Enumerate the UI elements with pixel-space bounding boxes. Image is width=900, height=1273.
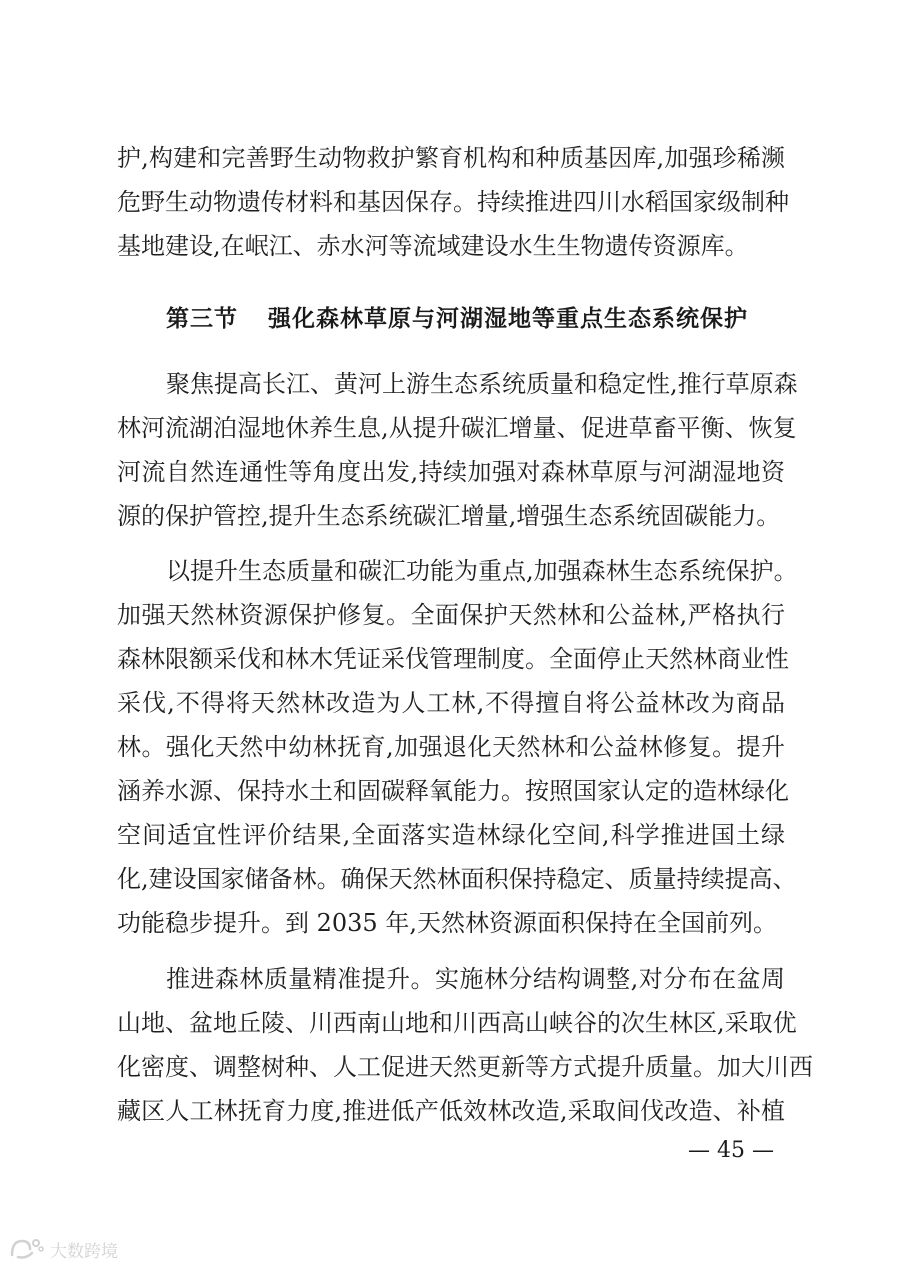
brand-logo-icon xyxy=(8,1235,44,1263)
section-title: 强化森林草原与河湖湿地等重点生态系统保护 xyxy=(268,306,748,332)
text-line: 聚焦提高长江、黄河上游生态系统质量和稳定性,推行草原森 xyxy=(166,370,798,398)
paragraph-3 xyxy=(117,957,813,1133)
text-line: 藏区人工林抚育力度,推进低产低效林改造,采取间伐改造、补植 xyxy=(117,1097,785,1125)
text-line: 以提升生态质量和碳汇功能为重点,加强森林生态系统保护。 xyxy=(166,557,798,585)
text-line: 化,建设国家储备林。确保天然林面积保持稳定、质量持续提高、 xyxy=(117,865,797,893)
text-line: 山地、盆地丘陵、川西南山地和川西高山峡谷的次生林区,采取优 xyxy=(117,1009,797,1037)
text-line: 河流自然连通性等角度出发,持续加强对森林草原与河湖湿地资 xyxy=(117,458,785,486)
text-line: 采伐,不得将天然林改造为人工林,不得擅自将公益林改为商品 xyxy=(117,689,785,717)
page-number: — 45 — xyxy=(688,1138,774,1163)
text-line: 功能稳步提升。到 2035 年,天然林资源面积保持在全国前列。 xyxy=(117,909,777,937)
watermark xyxy=(8,1232,118,1266)
section-heading xyxy=(166,297,748,341)
paragraph-2 xyxy=(117,549,798,945)
intro-paragraph xyxy=(117,136,789,268)
section-number: 第三节 xyxy=(166,306,238,332)
text-line: 森林限额采伐和林木凭证采伐管理制度。全面停止天然林商业性 xyxy=(117,645,789,673)
text-line: 护,构建和完善野生动物救护繁育机构和种质基因库,加强珍稀濒 xyxy=(117,144,785,172)
watermark-text: 大数跨境 xyxy=(50,1241,118,1262)
text-line: 涵养水源、保持水土和固碳释氧能力。按照国家认定的造林绿化 xyxy=(117,777,789,805)
text-line: 危野生动物遗传材料和基因保存。持续推进四川水稻国家级制种 xyxy=(117,188,789,216)
text-line: 林河流湖泊湿地休养生息,从提升碳汇增量、促进草畜平衡、恢复 xyxy=(117,414,797,442)
text-line: 源的保护管控,提升生态系统碳汇增量,增强生态系统固碳能力。 xyxy=(117,502,781,530)
paragraph-1 xyxy=(117,362,798,538)
text-line: 推进森林质量精准提升。实施林分结构调整,对分布在盆周 xyxy=(166,965,785,993)
text-line: 加强天然林资源保护修复。全面保护天然林和公益林,严格执行 xyxy=(117,601,785,629)
text-line: 林。强化天然中幼林抚育,加强退化天然林和公益林修复。提升 xyxy=(117,733,785,761)
text-line: 基地建设,在岷江、赤水河等流域建设水生生物遗传资源库。 xyxy=(117,232,749,260)
text-line: 化密度、调整树种、人工促进天然更新等方式提升质量。加大川西 xyxy=(117,1053,813,1081)
text-line: 空间适宜性评价结果,全面落实造林绿化空间,科学推进国土绿 xyxy=(117,821,785,849)
